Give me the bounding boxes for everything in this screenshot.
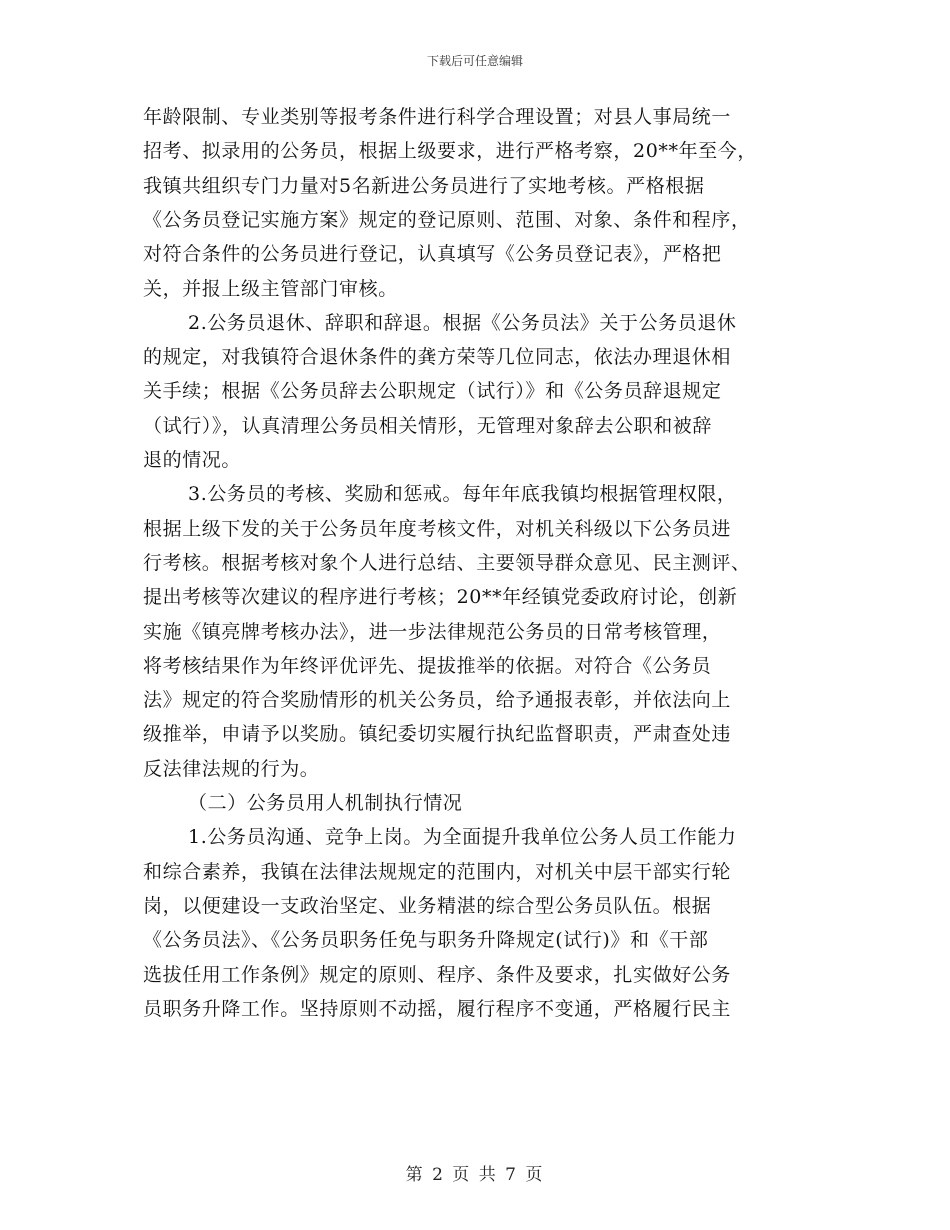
text-line: 《公务员法》、《公务员职务任免与职务升降规定(试行)》和《干部 — [143, 929, 709, 952]
text-line: 对符合条件的公务员进行登记，认真填写《公务员登记表》，严格把 — [143, 243, 722, 266]
text-line: 反法律法规的行为。 — [143, 757, 320, 780]
text-line: 年龄限制、专业类别等报考条件进行科学合理设置；对县人事局统一 — [143, 106, 732, 128]
text-line: 提出考核等次建议的程序进行考核；20**年经镇党委政府讨论，创新 — [143, 586, 738, 609]
text-line: 1.公务员沟通、竞争上岗。为全面提升我单位公务人员工作能力 — [188, 826, 737, 849]
text-line: 将考核结果作为年终评优评先、提拔推举的依据。对符合《公务员 — [143, 654, 712, 677]
text-line: 《公务员登记实施方案》规定的登记原则、范围、对象、条件和程序， — [143, 208, 751, 231]
text-line: （二）公务员用人机制执行情况 — [188, 792, 463, 814]
text-line: （试行）》，认真清理公务员相关情形，无管理对象辞去公职和被辞 — [143, 414, 713, 437]
text-line: 我镇共组织专门力量对5名新进公务员进行了实地考核。严格根据 — [143, 174, 705, 197]
text-line: 级推举，申请予以奖励。镇纪委切实履行执纪监督职责，严肃查处违 — [143, 723, 732, 746]
text-line: 2.公务员退休、辞职和辞退。根据《公务员法》关于公务员退休 — [188, 311, 737, 334]
text-line: 岗，以便建设一支政治坚定、业务精湛的综合型公务员队伍。根据 — [143, 894, 712, 917]
text-line: 员职务升降工作。坚持原则不动摇，履行程序不变通，严格履行民主 — [143, 997, 732, 1020]
text-line: 关，并报上级主管部门审核。 — [143, 277, 398, 300]
text-line: 根据上级下发的关于公务员年度考核文件，对机关科级以下公务员进 — [143, 517, 732, 540]
text-line: 3.公务员的考核、奖励和惩戒。每年年底我镇均根据管理权限， — [188, 483, 737, 506]
text-line: 实施《镇亮牌考核办法》，进一步法律规范公务员的日常考核管理， — [143, 620, 722, 643]
page-number-footer: 第 2 页 共 7 页 — [405, 1165, 545, 1185]
text-line: 的规定，对我镇符合退休条件的龚方荣等几位同志，依法办理退休相 — [143, 346, 732, 369]
text-line: 招考、拟录用的公务员，根据上级要求，进行严格考察，20**年至今， — [143, 140, 757, 163]
text-line: 退的情况。 — [143, 449, 242, 471]
text-line: 和综合素养，我镇在法律法规规定的范围内，对机关中层干部实行轮 — [143, 860, 732, 883]
page-header-note: 下载后可任意编辑 — [426, 54, 523, 68]
text-line: 选拔任用工作条例》规定的原则、程序、条件及要求，扎实做好公务 — [143, 963, 732, 986]
text-line: 法》规定的符合奖励情形的机关公务员，给予通报表彰，并依法向上 — [143, 689, 732, 712]
text-line: 行考核。根据考核对象个人进行总结、主要领导群众意见、民主测评、 — [143, 551, 751, 574]
text-line: 关手续；根据《公务员辞去公职规定（试行）》和《公务员辞退规定 — [143, 380, 722, 403]
